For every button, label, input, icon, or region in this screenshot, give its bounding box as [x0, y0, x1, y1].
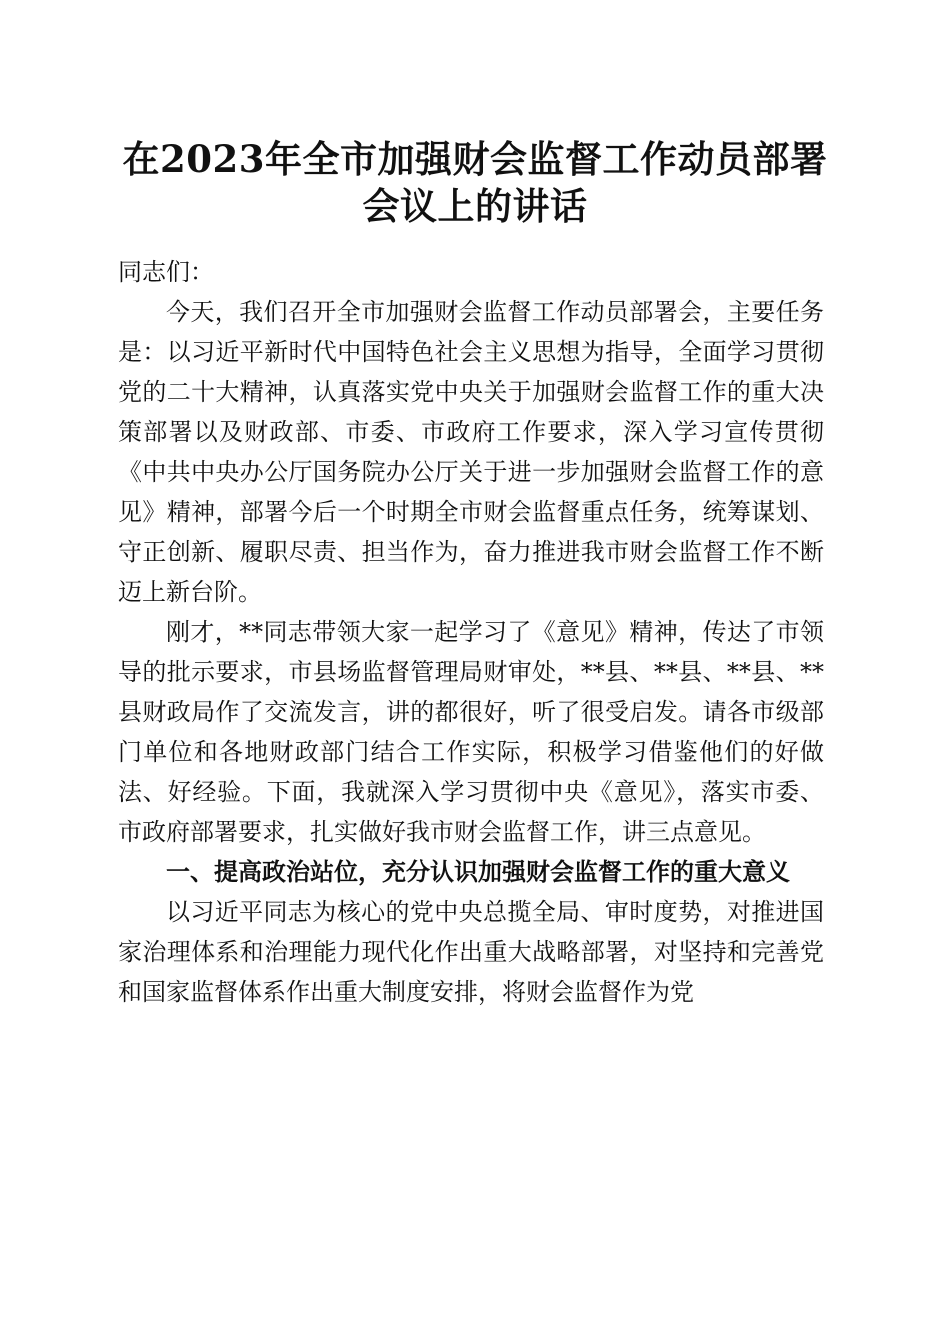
document-body	[118, 252, 824, 1012]
paragraph-section-one: 以习近平同志为核心的党中央总揽全局、审时度势，对推进国家治理体系和治理能力现代化作出重大战略部署，对坚持和完善党和国家监督体系作出重大制度安排，将财会监督作为党	[118, 898, 824, 1006]
paragraph-review: 刚才，**同志带领大家一起学习了《意见》精神，传达了市领导的批示要求，市县场监督管理局财审处，**县、**县、**县、**县财政局作了交流发言，讲的都很好，听了很受启发。请各市级部门单位和各地财政部门结合工作实际，积极学习借鉴他们的好做法、好经验。下面，我就深入学习贯彻中央《意见》，落实市委、市政府部署要求，扎实做好我市财会监督工作，讲三点意见。	[118, 618, 824, 846]
document-title: 在2023年全市加强财会监督工作动员部署会议上的讲话	[122, 137, 828, 228]
salutation: 同志们：	[118, 258, 214, 286]
section-heading: 一、提高政治站位，充分认识加强财会监督工作的重大意义	[166, 858, 790, 886]
paragraph-intro: 今天，我们召开全市加强财会监督工作动员部署会，主要任务是：以习近平新时代中国特色社会主义思想为指导，全面学习贯彻党的二十大精神，认真落实党中央关于加强财会监督工作的重大决策部署以及财政部、市委、市政府工作要求，深入学习宣传贯彻《中共中央办公厅国务院办公厅关于进一步加强财会监督工作的意见》精神，部署今后一个时期全市财会监督重点任务，统筹谋划、守正创新、履职尽责、担当作为，奋力推进我市财会监督工作不断迈上新台阶。	[118, 298, 824, 606]
